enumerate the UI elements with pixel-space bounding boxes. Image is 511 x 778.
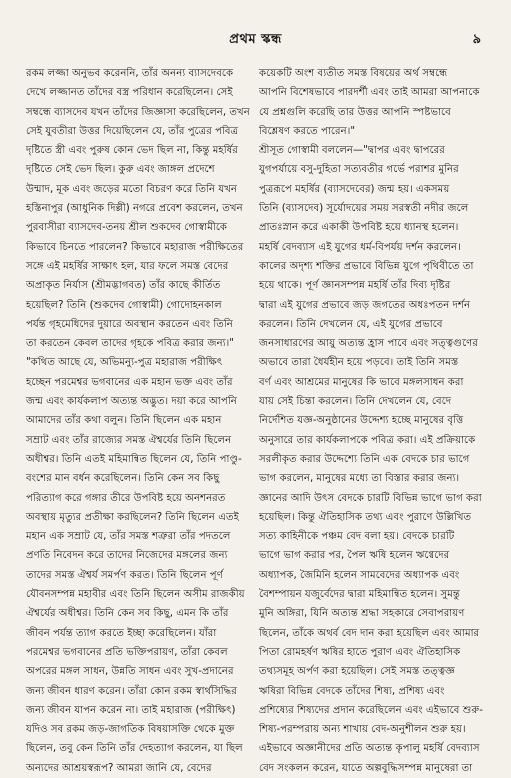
text-line: দেখে লজ্জানত তাঁদের বস্ত্র পরিধান করেছিলেন। সেই (26, 87, 233, 99)
text-line: রকম লজ্জা অনুভব করেননি, তাঁর অনন্য ব্যাসদেবকে (26, 68, 234, 79)
text-line: অপরের মঙ্গল সাধন, উন্নতি সাধন এবং সুখ-প্রদানের (26, 666, 234, 678)
text-line: করলেন। তিনি দেখলেন যে, এই যুগের প্রভাবে (259, 318, 443, 330)
text-line: ছিলেন, তাঁকে অথর্ব বেদ দান করা হয়েছিল এবং আমার (259, 627, 480, 639)
text-line: অধ্যাপক, জৈমিনি হলেন সামবেদের অধ্যাপক এবং (259, 569, 460, 581)
text-line: হয়েছিল? তিনি (শুকদেব গোস্বামী) গোদোহনকাল (26, 299, 222, 311)
text-line: সঙ্গে এই মহর্ষির সাক্ষাৎ হল, যার ফলে সমস্ত বেদের (26, 260, 229, 272)
text-line: যায় সেই চিন্তা করলেন। তিনি দেখলেন যে, বেদে (259, 396, 452, 408)
text-line: শিষ্য-পরম্পরায় অন্য শাখায় বেদ-অনুশীলন শুরু হয়। (259, 724, 466, 736)
text-line: তিনি (ব্যাসদেব) সূর্যোদয়ের সময় সরস্বতী নদীর জলে (259, 203, 469, 215)
text-line: অধীশ্বর। তিনি এতই মহিমান্বিত ছিলেন যে, তিনি পাণ্ডু- (26, 453, 242, 465)
text-line: প্রণতি নিবেদন করে তাদের নিজেদের মঙ্গলের জন্য (26, 550, 228, 562)
text-line: কিভাবে চিনতে পারলেন? কিভাবে মহারাজ পরীক্ষিতের (26, 241, 244, 253)
text-line: পরিত্যাগ করে গঙ্গার তীরে উপবিষ্ট হয়ে অনশনরত (26, 492, 226, 504)
text-line: ভাগে ভাগ করার পর, পৈল ঋষি হলেন ঋগ্বেদের (259, 550, 450, 562)
text-line: যৌবনসম্পন্ন মহাবীর এবং তিনি ছিলেন অসীম রাজকীয় (26, 589, 245, 601)
text-line: সেই যুবতীরা উত্তর দিয়েছিলেন যে, তাঁর পুত্রের পবিত্র (26, 125, 239, 137)
text-line: ঐশ্বর্যের অধীশ্বর। তিনি কেন সব কিছু, এমন কি তাঁর (26, 608, 229, 620)
right-column (259, 64, 487, 774)
text-line: পুত্ররূপে মহর্ষির (ব্যাসদেবের) জন্ম হয়। একসময় (259, 183, 450, 195)
text-line: অন্যদের আশ্রয়স্বরূপ? আমরা জানি যে, বেদের (26, 762, 212, 774)
text-line: প্রাতঃস্নান করে একাকী উপবিষ্ট হয়ে ধ্যানস্থ হলেন। (259, 222, 459, 234)
text-line: বংশের মান বর্ধন করেছিলেন। তিনি কেন সব কিছু (26, 473, 220, 485)
text-line: এইভাবে অজ্ঞানীদের প্রতি অত্যন্ত কৃপালু মহর্ষি বেদব্যাস (259, 743, 480, 755)
text-line: পিতা রোমহর্ষণ ঋষির হাতে পুরাণ এবং ঐতিহাসিক (259, 646, 461, 658)
page-number: ৯ (472, 32, 481, 47)
page-header (0, 30, 511, 50)
text-line: ভাগ করলেন, মানুষের মধ্যে তা বিস্তার করার জন্য। (259, 473, 460, 485)
text-line: অভাবে তারা ধৈর্যহীন হয়ে পড়বে। তাই তিনি সমস্ত (259, 357, 459, 369)
text-line: জনসাধারণের আয়ু অত্যন্ত হ্রাস পাবে এবং সত্ত্বগুণের (259, 338, 478, 350)
text-line: দ্বারা এই যুগের প্রভাবে জড় জগতের অধঃপতন দর্শন (259, 299, 471, 311)
text-line: অবস্থায় মৃত্যুর প্রতীক্ষা করছিলেন? তিনি ছিলেন এতই (26, 511, 239, 523)
text-line: ছিলেন, তবু কেন তিনি তাঁর দেহত্যাগ করলেন, যা ছিল (26, 743, 243, 755)
text-line: যে প্রশ্নগুলি করেছি তার উত্তর আপনি স্পষ্টভাবে (259, 106, 451, 118)
text-line: শ্রীসূত গোস্বামী বললেন—"দ্বাপর এবং দ্বাপরের (259, 145, 445, 157)
text-line: পরমেশ্বর ভগবানের প্রতি ভক্তিপরায়ণ, তাঁরা কেবল (26, 646, 228, 658)
text-line: হস্তিনাপুর (আধুনিক দিল্লী) নগরে প্রবেশ করলেন, তখন (26, 203, 243, 215)
text-line: মহান এক সম্রাট যে, তাঁর সমস্ত শত্রুরা তাঁর পদতলে (26, 531, 231, 543)
text-line: আমাদের তাঁর কথা বলুন। তিনি ছিলেন এক মহান (26, 415, 222, 427)
text-line: উন্মাদ, মূক এবং জড়ের মতো বিচরণ করে তিনি যখন (26, 183, 237, 195)
text-line: অপ্রাকৃত নির্যাস (শ্রীমদ্ভাগবত) তাঁর কাছে কীর্তিত (26, 280, 221, 292)
text-line: পুরবাসীরা ব্যাসদেব-তনয় শ্রীল শুকদেব গোস্বামীকে (26, 222, 228, 234)
text-line: নির্দেশিত যজ্ঞ-অনুষ্ঠানের উদ্দেশ্য হচ্ছে মানুষের বৃত্তি (259, 415, 464, 427)
text-line: পর্যন্ত গৃহমেধিদের দুয়ারে অবস্থান করতেন এবং তিনি (26, 318, 233, 330)
text-line: তাদের সমস্ত ঐশ্বর্য সমর্পণ করত। তিনি ছিলেন পূর্ণ (26, 569, 223, 581)
text-line: জীবন পর্যন্ত ত্যাগ করতে ইচ্ছা করেছিলেন। যাঁরা (26, 627, 217, 639)
text-line: দৃষ্টিতে স্ত্রী এবং পুরুষ কোন ভেদ ছিল না, কিন্তু মহর্ষির (26, 145, 238, 157)
text-line: দৃষ্টিতে সেই ভেদ ছিল। কুরু এবং জাঙ্গল প্রদেশে (26, 164, 215, 176)
text-line: কয়েকটি অংশ ব্যতীত সমস্ত বিষয়ের অর্থ সম্বন্ধে (259, 68, 448, 79)
text-line: হয়ে থাকে। পূর্ণ জ্ঞানসম্পন্ন মহর্ষি তাঁর দিব্য দৃষ্টির (259, 280, 451, 292)
section-title: প্রথম স্কন্ধ (229, 32, 282, 47)
text-line: সরলীকৃত করার উদ্দেশ্যে তিনি এক বেদকে চার ভাগে (259, 453, 470, 465)
text-line: তা করতেন কেবল তাদের গৃহকে পবিত্র করার জন্য।" (26, 338, 234, 350)
text-line: যুগপর্যায়ে বসু-দুহিতা সত্যবতীর গর্ভে পরাশর মুনির (259, 164, 459, 176)
text-line: বেদ সংকলন করেন, যাতে অল্পবুদ্ধিসম্পন্ন মানুষেরা তা (259, 762, 473, 774)
text-line: জন্য জীবন যাপন করেন না। তাই মহারাজ (পরীক্ষিৎ) (26, 704, 236, 716)
text-line: ঋষিরা বিভিন্ন বেদকে তাঁদের শিষ্য, প্রশিষ্য এবং (259, 685, 445, 697)
text-line: জ্ঞানের আদি উৎস বেদকে চারটি বিভিন্ন ভাগে ভাগ করা (259, 492, 482, 504)
text-line: আপনি বিশেষভাবে পারদর্শী এবং তাই আমরা আপনাকে (259, 87, 480, 99)
text-line: জন্য জীবন ধারণ করেন। তাঁরা কোন রকম স্বার্থসিদ্ধির (26, 685, 237, 697)
left-column (26, 64, 252, 774)
text-line: হচ্ছেন পরমেশ্বর ভগবানের এক মহান ভক্ত এবং তাঁর (26, 376, 233, 388)
text-line: অনুসারে তার কার্যকলাপকে পবিত্র করা। এই প্রক্রিয়াকে (259, 434, 476, 446)
text-line: কালের অদৃশ্য শক্তির প্রভাবে বিভিন্ন যুগে পৃথিবীতে তা (259, 260, 474, 272)
text-line: সত্য কাহিনীকে পঞ্চম বেদ বলা হয়। বেদকে চারটি (259, 531, 455, 543)
text-line: মুনি অঙ্গিরা, যিনি অত্যন্ত শ্রদ্ধা সহকারে সেবাপরায়ণ (259, 608, 465, 620)
text-line: "কথিত আছে যে, অভিমন্যু-পুত্র মহারাজ পরীক্ষিৎ (26, 357, 223, 369)
text-line: বৈশম্পায়ন যজুর্বেদের দ্বারা মহিমান্বিত হলেন। সুমন্তু (259, 589, 460, 601)
text-line: তথ্যসমূহ অর্পণ করা হয়েছিল। সেই সমস্ত তত্ত্বজ্ঞ (259, 666, 455, 678)
text-line: প্রশিষ্যের শিষ্যদের প্রদান করেছিলেন এবং এইভাবে শুরু- (259, 704, 483, 716)
text-line: যদিও সব রকম জড়-জাগতিক বিষয়াসক্তি থেকে মুক্ত (26, 724, 235, 736)
text-line: বর্ণ এবং আশ্রমের মানুষের কি ভাবে মঙ্গলসাধন করা (259, 376, 464, 388)
text-line: মহর্ষি বেদব্যাস এই যুগের ধর্ম-বিপর্যয় দর্শন করলেন। (259, 241, 461, 253)
text-line: সম্রাট এবং তাঁর রাজ্যের সমস্ত ঐশ্বর্যের তিনি ছিলেন (26, 434, 232, 446)
text-line: বিশ্লেষণ করতে পারেন।" (259, 125, 356, 137)
text-line: জন্ম এবং কার্যকলাপ অত্যন্ত অদ্ভুত। দয়া করে আপনি (26, 396, 237, 408)
text-line: হয়েছিল। কিন্তু ঐতিহাসিক তথ্য এবং পুরাণে উল্লিখিত (259, 511, 472, 523)
text-line: সম্বন্ধে ব্যাসদেব যখন তাঁদের জিজ্ঞাসা করেছিলেন, তখন (26, 106, 250, 118)
